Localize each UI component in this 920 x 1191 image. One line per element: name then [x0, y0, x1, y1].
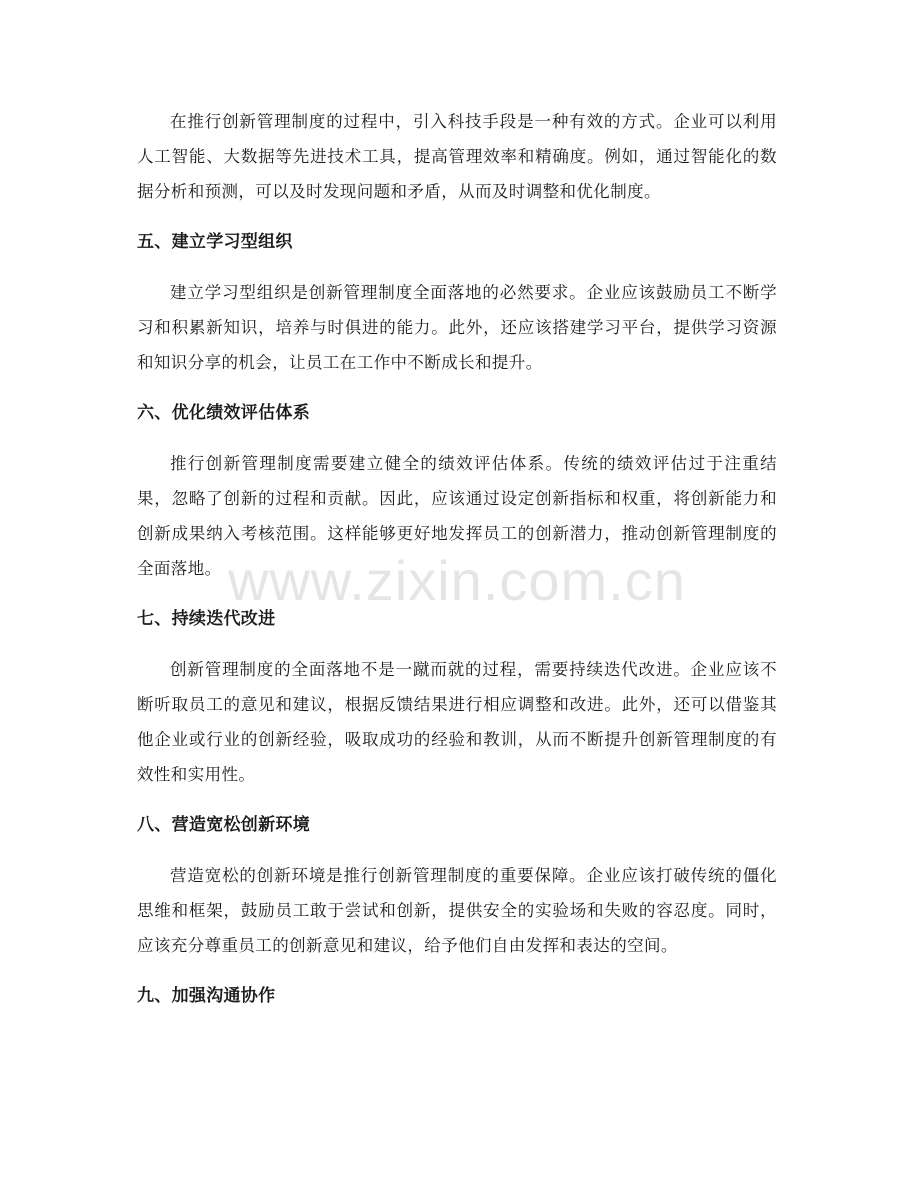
document-body: [137, 104, 777, 1011]
section-7-heading: 七、持续迭代改进: [137, 609, 276, 629]
section-8-heading: 八、营造宽松创新环境: [137, 815, 310, 835]
section-5-heading: 五、建立学习型组织: [137, 232, 293, 252]
section-8-paragraph: 营造宽松的创新环境是推行创新管理制度的重要保障。企业应该打破传统的僵化思维和框架，鼓励员工敢于尝试和创新，提供安全的实验场和失败的容忍度。同时，应该充分尊重员工的创新意见和建议，给予他们自由发挥和表达的空间。: [137, 866, 777, 955]
section-9-heading: 九、加强沟通协作: [137, 986, 276, 1006]
section-6-paragraph: 推行创新管理制度需要建立健全的绩效评估体系。传统的绩效评估过于注重结果，忽略了创新的过程和贡献。因此，应该通过设定创新指标和权重，将创新能力和创新成果纳入考核范围。这样能够更好地发挥员工的创新潜力，推动创新管理制度的全面落地。: [137, 454, 777, 578]
section-5-paragraph: 建立学习型组织是创新管理制度全面落地的必然要求。企业应该鼓励员工不断学习和积累新知识，培养与时俱进的能力。此外，还应该搭建学习平台，提供学习资源和知识分享的机会，让员工在工作中不断成长和提升。: [137, 283, 777, 372]
section-6-heading: 六、优化绩效评估体系: [137, 403, 310, 423]
intro-paragraph: 在推行创新管理制度的过程中，引入科技手段是一种有效的方式。企业可以利用人工智能、大数据等先进技术工具，提高管理效率和精确度。例如，通过智能化的数据分析和预测，可以及时发现问题和矛盾，从而及时调整和优化制度。: [137, 112, 777, 201]
section-7-paragraph: 创新管理制度的全面落地不是一蹴而就的过程，需要持续迭代改进。企业应该不断听取员工的意见和建议，根据反馈结果进行相应调整和改进。此外，还可以借鉴其他企业或行业的创新经验，吸取成功的经验和教训，从而不断提升创新管理制度的有效性和实用性。: [137, 660, 777, 784]
watermark: www.zixin.com.cn: [228, 549, 686, 612]
